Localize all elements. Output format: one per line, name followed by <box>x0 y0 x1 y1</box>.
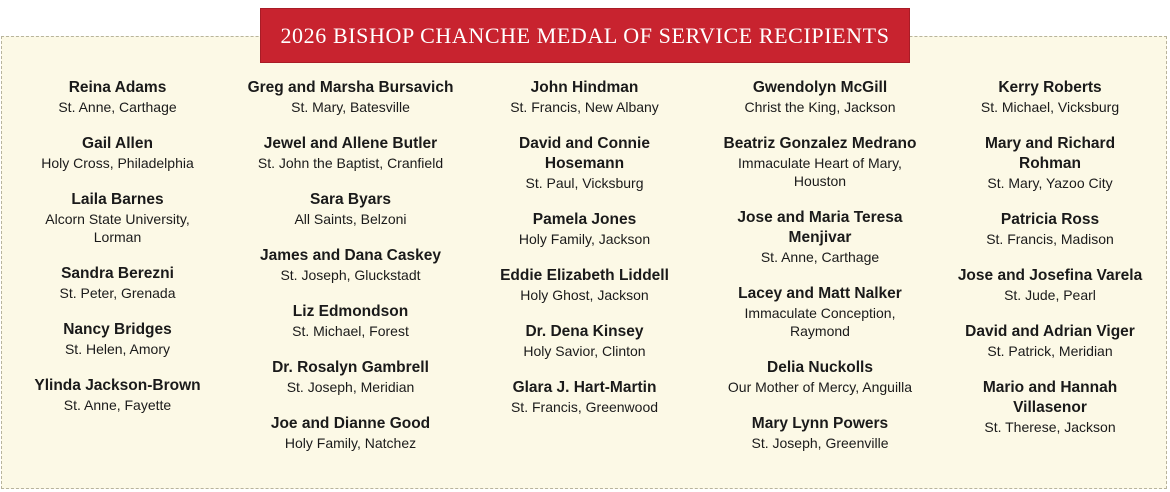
recipient-location: St. Peter, Grenada <box>59 285 176 301</box>
recipient-location: St. Anne, Carthage <box>58 99 177 115</box>
recipient-location: St. Paul, Vicksburg <box>525 175 644 191</box>
recipient-name: Mary and Richard Rohman <box>984 135 1116 172</box>
recipient-name: Kerry Roberts <box>998 79 1102 96</box>
recipient-name: Greg and Marsha Bursavich <box>247 79 454 96</box>
recipient-location: St. Anne, Fayette <box>63 397 172 413</box>
recipient-entry <box>492 378 677 416</box>
recipient-location: St. Anne, Carthage <box>760 249 880 265</box>
recipient-name: Laila Barnes <box>71 191 164 208</box>
recipient-entry <box>955 78 1145 116</box>
recipient-name: Jose and Josefina Varela <box>957 267 1143 284</box>
recipient-location: Our Mother of Mercy, Anguilla <box>727 379 913 395</box>
recipient-name: Sara Byars <box>309 191 391 208</box>
recipient-name: Pamela Jones <box>532 211 637 228</box>
recipient-location: St. John the Baptist, Cranfield <box>257 155 444 171</box>
recipient-location: St. Mary, Yazoo City <box>987 175 1113 191</box>
recipient-name: Jose and Maria Teresa Menjivar <box>737 209 903 246</box>
recipient-name: Sandra Berezni <box>61 265 174 282</box>
recipient-location: St. Mary, Batesville <box>291 99 410 115</box>
recipient-name: David and Connie Hosemann <box>519 135 650 172</box>
recipient-entry <box>715 134 925 190</box>
recipient-name: Beatriz Gonzalez Medrano <box>723 135 917 152</box>
recipient-entry <box>238 414 463 452</box>
recipient-location: St. Therese, Jackson <box>984 419 1116 435</box>
recipient-entry <box>238 358 463 396</box>
column-4 <box>715 78 925 470</box>
recipient-name: Ylinda Jackson-Brown <box>34 377 201 394</box>
recipient-name: Gail Allen <box>82 135 153 152</box>
recipient-name: Patricia Ross <box>1000 211 1100 228</box>
recipient-name: Dr. Rosalyn Gambrell <box>272 359 429 376</box>
recipient-entry <box>955 378 1145 436</box>
recipient-location: St. Joseph, Gluckstadt <box>280 267 421 283</box>
column-1 <box>30 78 205 432</box>
recipient-location: Alcorn State University, Lorman <box>45 211 190 245</box>
recipient-location: St. Michael, Vicksburg <box>980 99 1120 115</box>
recipient-entry <box>715 284 925 340</box>
recipient-location: St. Joseph, Meridian <box>286 379 415 395</box>
recipient-location: St. Joseph, Greenville <box>751 435 889 451</box>
recipient-entry <box>492 78 677 116</box>
recipient-entry <box>238 302 463 340</box>
recipient-entry <box>715 358 925 396</box>
recipient-name: Mario and Hannah Villasenor <box>982 379 1118 416</box>
column-2 <box>238 78 463 470</box>
recipient-entry <box>955 134 1145 192</box>
recipient-name: Lacey and Matt Nalker <box>738 285 902 302</box>
recipient-location: St. Helen, Amory <box>64 341 171 357</box>
recipient-name: Reina Adams <box>68 79 167 96</box>
recipient-entry <box>30 190 205 246</box>
recipient-entry <box>955 210 1145 248</box>
recipient-entry <box>955 266 1145 304</box>
recipient-location: Holy Ghost, Jackson <box>520 287 649 303</box>
recipient-entry <box>492 266 677 304</box>
recipient-location: Holy Cross, Philadelphia <box>41 155 194 171</box>
recipient-entry <box>30 264 205 302</box>
recipient-name: John Hindman <box>530 79 639 96</box>
recipient-location: Immaculate Heart of Mary, Houston <box>738 155 902 189</box>
recipient-entry <box>30 320 205 358</box>
recipient-name: Dr. Dena Kinsey <box>525 323 644 340</box>
recipient-location: All Saints, Belzoni <box>294 211 407 227</box>
recipient-entry <box>30 376 205 414</box>
recipient-location: St. Jude, Pearl <box>1004 287 1096 303</box>
column-3 <box>492 78 677 434</box>
recipient-location: St. Patrick, Meridian <box>987 343 1113 359</box>
recipient-name: Nancy Bridges <box>63 321 172 338</box>
recipient-entry <box>492 210 677 248</box>
recipient-name: Jewel and Allene Butler <box>263 135 438 152</box>
page-title: 2026 BISHOP CHANCHE MEDAL OF SERVICE RECIPIENTS <box>280 22 890 48</box>
recipient-name: David and Adrian Viger <box>965 323 1135 340</box>
recipient-entry <box>955 322 1145 360</box>
recipient-name: Mary Lynn Powers <box>751 415 889 432</box>
recipient-location: Holy Family, Jackson <box>518 231 651 247</box>
column-5 <box>955 78 1145 454</box>
recipient-entry <box>715 208 925 266</box>
recipient-name: Eddie Elizabeth Liddell <box>500 267 669 284</box>
recipient-name: Joe and Dianne Good <box>270 415 431 432</box>
recipient-location: Christ the King, Jackson <box>744 99 896 115</box>
recipient-entry <box>492 134 677 192</box>
recipient-location: Holy Savior, Clinton <box>523 343 646 359</box>
recipient-name: Delia Nuckolls <box>767 359 873 376</box>
recipient-entry <box>238 134 463 172</box>
recipient-entry <box>30 78 205 116</box>
recipient-name: Gwendolyn McGill <box>752 79 888 96</box>
recipient-entry <box>238 78 463 116</box>
recipient-entry <box>238 190 463 228</box>
recipient-entry <box>30 134 205 172</box>
recipient-location: St. Francis, Madison <box>986 231 1114 247</box>
recipient-entry <box>238 246 463 284</box>
recipient-location: St. Michael, Forest <box>292 323 409 339</box>
recipient-location: Immaculate Conception, Raymond <box>744 305 896 339</box>
page-title-banner <box>260 8 910 63</box>
recipient-name: James and Dana Caskey <box>260 247 441 264</box>
recipient-location: St. Francis, Greenwood <box>510 399 659 415</box>
recipient-entry <box>492 322 677 360</box>
recipient-name: Glara J. Hart-Martin <box>512 379 657 396</box>
recipient-location: Holy Family, Natchez <box>284 435 417 451</box>
recipient-name: Liz Edmondson <box>292 303 409 320</box>
recipient-location: St. Francis, New Albany <box>510 99 659 115</box>
recipient-entry <box>715 414 925 452</box>
recipient-entry <box>715 78 925 116</box>
